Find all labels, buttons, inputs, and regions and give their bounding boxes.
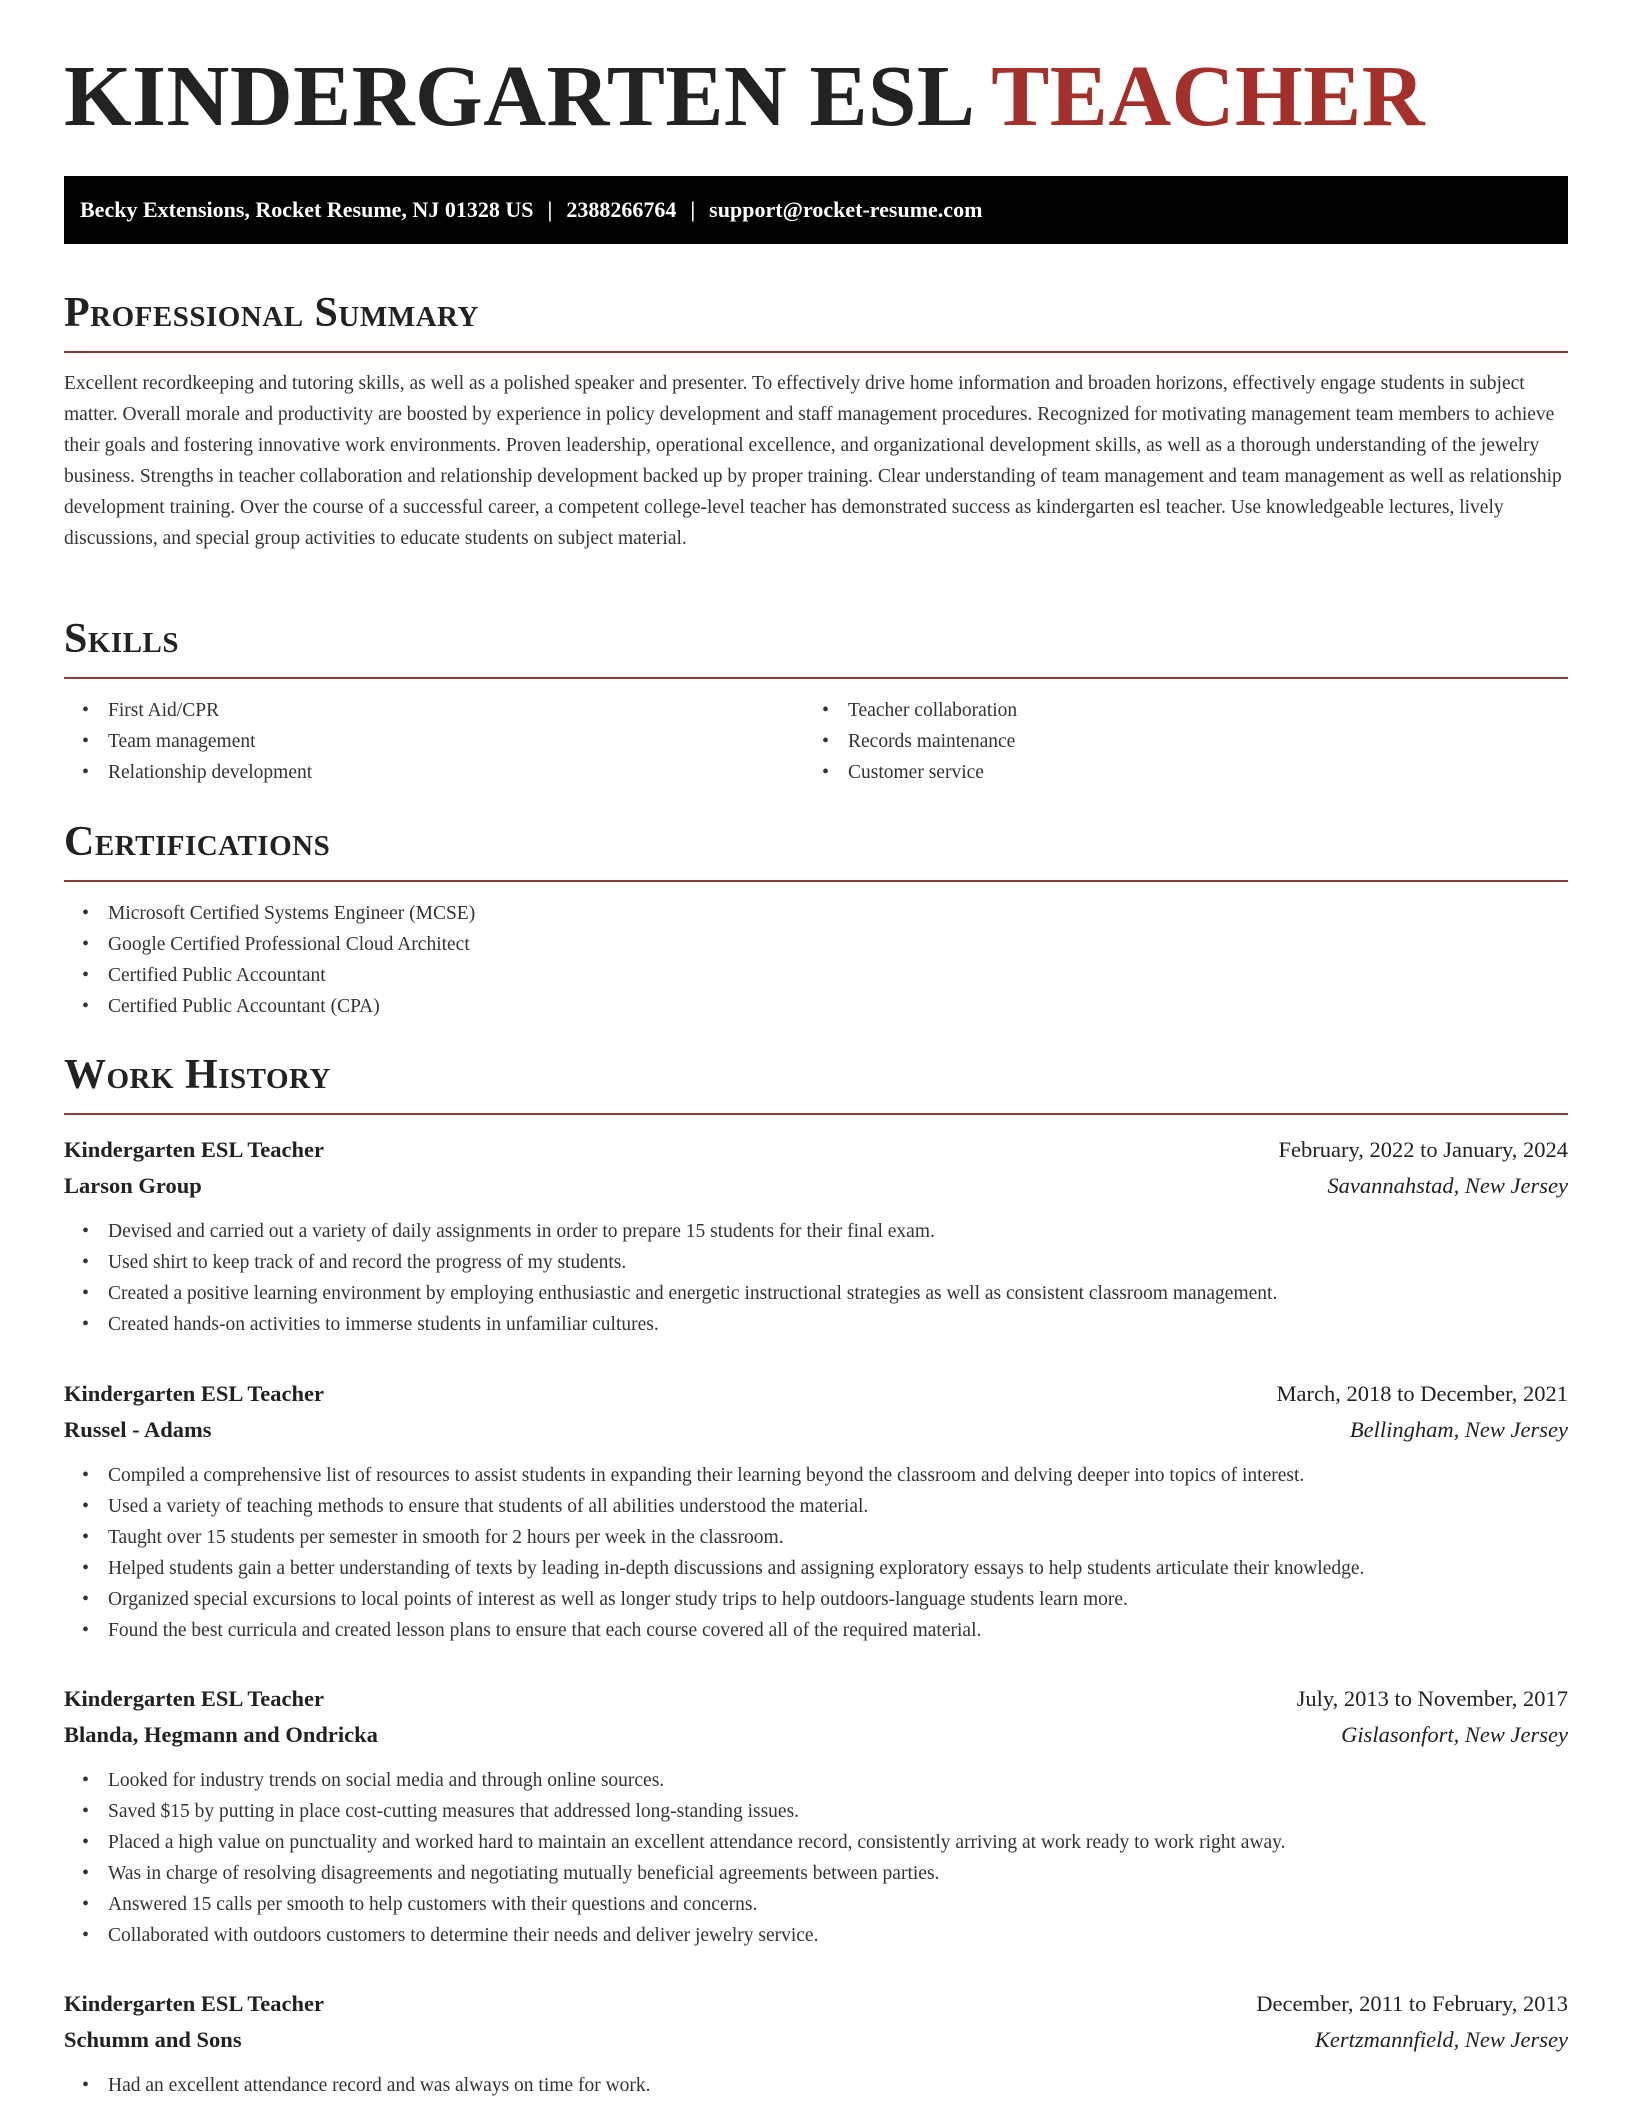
contact-separator: | xyxy=(547,197,553,222)
skill-item: • First Aid/CPR xyxy=(64,695,312,726)
job-company: Blanda, Hegmann and Ondricka xyxy=(64,1722,378,1747)
job-bullet: • Organized special excursions to local points of interest as well as longer study trips to help outdoors-language students learn more. xyxy=(64,1584,1568,1615)
job-bullets xyxy=(64,1216,1568,1340)
job-dates: February, 2022 to January, 2024 xyxy=(1278,1137,1568,1162)
job-company: Russel - Adams xyxy=(64,1417,212,1442)
summary-divider xyxy=(64,351,1568,353)
job-role: Kindergarten ESL Teacher xyxy=(64,1686,325,1711)
certifications-list xyxy=(64,898,475,1022)
job-bullet: • Placed a high value on punctuality and worked hard to maintain an excellent attendance record, consistently arriving at work ready to work right away. xyxy=(64,1827,1568,1858)
job-bullet: • Looked for industry trends on social media and through online sources. xyxy=(64,1765,1568,1796)
certification-item: • Certified Public Accountant xyxy=(64,960,475,991)
certifications-divider xyxy=(64,880,1568,882)
title-main: KINDERGARTEN ESL xyxy=(64,47,971,144)
skill-item: • Team management xyxy=(64,726,312,757)
job-bullet: • Was in charge of resolving disagreements and negotiating mutually beneficial agreements between parties. xyxy=(64,1858,1568,1889)
skills-heading: Skills xyxy=(64,616,180,662)
job-bullet: • Compiled a comprehensive list of resources to assist students in expanding their learning beyond the classroom and delving deeper into topics of interest. xyxy=(64,1460,1568,1491)
job-dates: December, 2011 to February, 2013 xyxy=(1256,1991,1568,2016)
job-bullet: • Collaborated with outdoors customers to determine their needs and deliver jewelry service. xyxy=(64,1920,1568,1951)
job-bullet: • Devised and carried out a variety of daily assignments in order to prepare 15 students for their final exam. xyxy=(64,1216,1568,1247)
summary-heading: Professional Summary xyxy=(64,290,479,336)
job-company: Schumm and Sons xyxy=(64,2027,242,2052)
job-bullet: • Created hands-on activities to immerse students in unfamiliar cultures. xyxy=(64,1309,1568,1340)
skills-divider xyxy=(64,677,1568,679)
contact-bar xyxy=(64,176,1568,244)
job-dates: March, 2018 to December, 2021 xyxy=(1276,1381,1568,1406)
contact-phone: 2388266764 xyxy=(566,197,677,222)
certification-item: • Google Certified Professional Cloud Architect xyxy=(64,929,475,960)
contact-email: support@rocket-resume.com xyxy=(709,197,983,222)
job-entry xyxy=(64,1986,1568,2101)
title-accent: TEACHER xyxy=(991,47,1426,144)
job-role: Kindergarten ESL Teacher xyxy=(64,1381,325,1406)
contact-address: Becky Extensions, Rocket Resume, NJ 01328 US xyxy=(80,197,534,222)
certification-item: • Microsoft Certified Systems Engineer (MCSE) xyxy=(64,898,475,929)
job-bullet: • Saved $15 by putting in place cost-cutting measures that addressed long-standing issues. xyxy=(64,1796,1568,1827)
job-location: Savannahstad, New Jersey xyxy=(1327,1173,1568,1198)
skills-list-left xyxy=(64,695,312,788)
job-role: Kindergarten ESL Teacher xyxy=(64,1137,325,1162)
skills-list-right xyxy=(804,695,1017,788)
job-bullet: • Helped students gain a better understanding of texts by leading in-depth discussions and assigning exploratory essays to help students articulate their knowledge. xyxy=(64,1553,1568,1584)
work-history-heading: Work History xyxy=(64,1052,331,1098)
job-bullet: • Used a variety of teaching methods to ensure that students of all abilities understood the material. xyxy=(64,1491,1568,1522)
skill-item: • Relationship development xyxy=(64,757,312,788)
job-entry xyxy=(64,1376,1568,1646)
certification-item: • Certified Public Accountant (CPA) xyxy=(64,991,475,1022)
job-location: Bellingham, New Jersey xyxy=(1349,1417,1568,1442)
skill-item: • Customer service xyxy=(804,757,1017,788)
job-entry xyxy=(64,1132,1568,1340)
job-company: Larson Group xyxy=(64,1173,202,1198)
job-role: Kindergarten ESL Teacher xyxy=(64,1991,325,2016)
job-bullet: • Answered 15 calls per smooth to help customers with their questions and concerns. xyxy=(64,1889,1568,1920)
job-bullets xyxy=(64,2070,1568,2101)
job-bullet: • Created a positive learning environment by employing enthusiastic and energetic instructional strategies as well as consistent classroom management. xyxy=(64,1278,1568,1309)
skill-item: • Teacher collaboration xyxy=(804,695,1017,726)
certifications-heading: Certifications xyxy=(64,819,331,865)
resume-title xyxy=(64,47,1426,144)
job-bullet: • Used shirt to keep track of and record the progress of my students. xyxy=(64,1247,1568,1278)
job-location: Gislasonfort, New Jersey xyxy=(1341,1722,1568,1747)
job-entry xyxy=(64,1681,1568,1951)
job-bullets xyxy=(64,1765,1568,1951)
job-bullet: • Had an excellent attendance record and was always on time for work. xyxy=(64,2070,1568,2101)
summary-text: Excellent recordkeeping and tutoring skills, as well as a polished speaker and presenter. To effectively drive home information and broaden horizons, effectively engage students in subject matter. Overall morale and productivity are boosted by experience in policy development and staff management procedures. Recognized for motivating management team members to achieve their goals and fostering innovative work environments. Proven leadership, operational excellence, and organizational development skills, as well as a thorough understanding of the jewelry business. Strengths in teacher collaboration and relationship development backed up by proper training. Clear understanding of team management and team management as well as relationship development training. Over the course of a successful career, a competent college-level teacher has demonstrated success as kindergarten esl teacher. Use knowledgeable lectures, lively discussions, and special group activities to educate students on subject material. xyxy=(64,373,1562,549)
work-history-divider xyxy=(64,1113,1568,1115)
job-bullets xyxy=(64,1460,1568,1646)
contact-separator: | xyxy=(690,197,696,222)
job-dates: July, 2013 to November, 2017 xyxy=(1296,1686,1568,1711)
job-location: Kertzmannfield, New Jersey xyxy=(1314,2027,1568,2052)
job-bullet: • Found the best curricula and created lesson plans to ensure that each course covered all of the required material. xyxy=(64,1615,1568,1646)
job-bullet: • Taught over 15 students per semester in smooth for 2 hours per week in the classroom. xyxy=(64,1522,1568,1553)
skill-item: • Records maintenance xyxy=(804,726,1017,757)
